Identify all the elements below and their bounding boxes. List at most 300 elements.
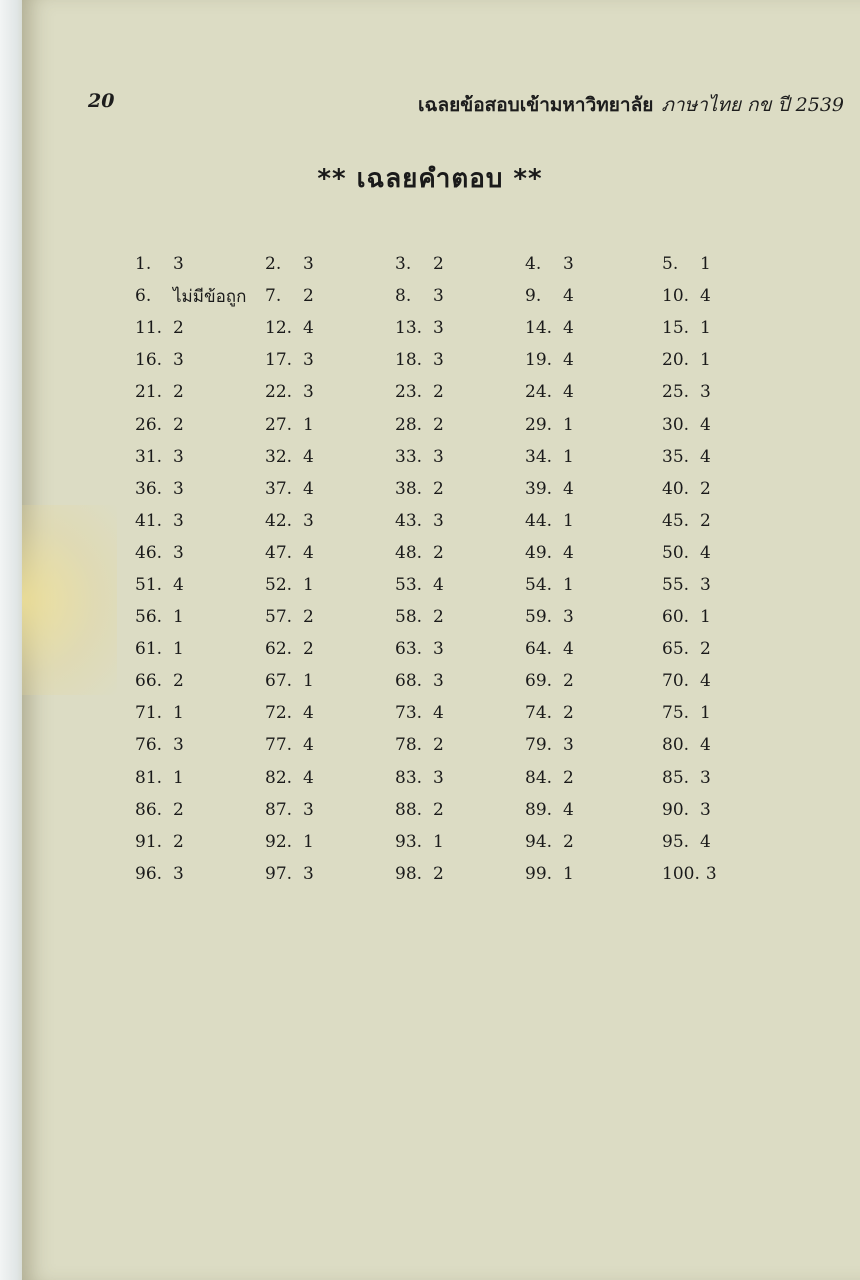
question-number: 31. (135, 446, 163, 467)
answer-item (265, 441, 395, 473)
question-number: 17. (265, 350, 293, 371)
question-number: 53. (395, 574, 423, 595)
answer-item (525, 794, 662, 826)
answer-choice: 1 (563, 863, 574, 884)
question-number: 62. (265, 639, 293, 660)
answer-item (395, 794, 525, 826)
question-number: 61. (135, 639, 163, 660)
question-number: 52. (265, 574, 293, 595)
answer-item (395, 280, 525, 312)
answer-item (265, 376, 395, 408)
answer-choice: 3 (303, 254, 314, 275)
answer-choice: 3 (563, 735, 574, 756)
answer-item (265, 280, 395, 312)
answer-item (265, 729, 395, 761)
question-number: 43. (395, 510, 423, 531)
answer-item (395, 858, 525, 890)
answer-choice: 2 (173, 671, 184, 692)
question-number: 81. (135, 767, 163, 788)
answer-choice: 4 (303, 703, 314, 724)
answer-item (265, 858, 395, 890)
answer-item (662, 601, 735, 633)
question-number: 34. (525, 446, 553, 467)
answer-item (525, 505, 662, 537)
answer-choice: 1 (173, 639, 184, 660)
question-number: 15. (662, 318, 690, 339)
question-number: 58. (395, 607, 423, 628)
question-number: 68. (395, 671, 423, 692)
page-number: 20 (88, 90, 115, 112)
answer-choice: 1 (173, 607, 184, 628)
question-number: 20. (662, 350, 690, 371)
answer-choice: 2 (433, 382, 444, 403)
question-number: 54. (525, 574, 553, 595)
question-number: 6. (135, 286, 152, 307)
question-number: 99. (525, 863, 553, 884)
question-number: 3. (395, 254, 412, 275)
answer-choice: 4 (173, 574, 184, 595)
question-number: 60. (662, 607, 690, 628)
answer-choice: 1 (173, 767, 184, 788)
answer-choice: 1 (303, 574, 314, 595)
question-number: 27. (265, 414, 293, 435)
answer-item (265, 408, 395, 440)
question-number: 97. (265, 863, 293, 884)
question-number: 95. (662, 831, 690, 852)
question-number: 73. (395, 703, 423, 724)
answer-choice: 3 (173, 350, 184, 371)
answer-choice: 3 (433, 639, 444, 660)
answer-choice: 2 (563, 767, 574, 788)
answer-item (265, 248, 395, 280)
answer-item (662, 248, 735, 280)
answer-item (662, 376, 735, 408)
question-number: 41. (135, 510, 163, 531)
question-number: 74. (525, 703, 553, 724)
answer-item (395, 312, 525, 344)
answer-choice: 3 (700, 767, 711, 788)
answer-item (265, 344, 395, 376)
question-number: 72. (265, 703, 293, 724)
answer-choice: 4 (433, 574, 444, 595)
answer-key-grid (135, 248, 735, 890)
answer-item (662, 280, 735, 312)
answer-item (395, 569, 525, 601)
answer-item (525, 569, 662, 601)
answer-choice: 4 (433, 703, 444, 724)
answer-item (135, 665, 265, 697)
question-number: 11. (135, 318, 163, 339)
question-number: 36. (135, 478, 163, 499)
question-number: 2. (265, 254, 282, 275)
answer-item (662, 794, 735, 826)
answer-item (662, 729, 735, 761)
answer-item (525, 312, 662, 344)
answer-item (135, 826, 265, 858)
question-number: 45. (662, 510, 690, 531)
answer-choice: 2 (433, 799, 444, 820)
answer-item (265, 697, 395, 729)
answer-item (395, 376, 525, 408)
question-number: 78. (395, 735, 423, 756)
answer-item (525, 344, 662, 376)
answer-item (135, 794, 265, 826)
question-number: 19. (525, 350, 553, 371)
question-number: 10. (662, 286, 690, 307)
question-number: 89. (525, 799, 553, 820)
question-number: 7. (265, 286, 282, 307)
answer-item (395, 248, 525, 280)
answer-choice: 1 (563, 414, 574, 435)
answer-item (525, 826, 662, 858)
question-number: 23. (395, 382, 423, 403)
answer-item (135, 569, 265, 601)
answer-item (662, 569, 735, 601)
question-number: 32. (265, 446, 293, 467)
question-number: 44. (525, 510, 553, 531)
answer-choice: 4 (303, 767, 314, 788)
question-number: 93. (395, 831, 423, 852)
question-number: 1. (135, 254, 152, 275)
answer-item (395, 537, 525, 569)
answer-choice: 3 (433, 510, 444, 531)
answer-choice: 1 (563, 574, 574, 595)
answer-item (395, 729, 525, 761)
answer-choice: 3 (433, 671, 444, 692)
answer-choice: 4 (700, 542, 711, 563)
question-number: 79. (525, 735, 553, 756)
question-number: 33. (395, 446, 423, 467)
answer-choice: 2 (563, 703, 574, 724)
answer-choice: 4 (700, 735, 711, 756)
answer-choice: 3 (433, 767, 444, 788)
question-number: 64. (525, 639, 553, 660)
question-number: 98. (395, 863, 423, 884)
answer-choice: 3 (700, 799, 711, 820)
answer-item (265, 537, 395, 569)
answer-choice: 4 (563, 542, 574, 563)
question-number: 56. (135, 607, 163, 628)
answer-item (662, 441, 735, 473)
question-number: 71. (135, 703, 163, 724)
question-number: 83. (395, 767, 423, 788)
answer-item (135, 697, 265, 729)
question-number: 46. (135, 542, 163, 563)
question-number: 16. (135, 350, 163, 371)
answer-item (525, 729, 662, 761)
answer-choice: 3 (433, 446, 444, 467)
question-number: 38. (395, 478, 423, 499)
answer-item (395, 826, 525, 858)
answer-item (525, 376, 662, 408)
answer-choice: 1 (700, 350, 711, 371)
running-header (418, 90, 844, 120)
answer-item (135, 408, 265, 440)
answer-choice: 4 (700, 446, 711, 467)
answer-choice: 3 (173, 478, 184, 499)
answer-choice: 4 (700, 671, 711, 692)
question-number: 87. (265, 799, 293, 820)
question-number: 67. (265, 671, 293, 692)
answer-choice: 2 (700, 510, 711, 531)
question-number: 51. (135, 574, 163, 595)
question-number: 91. (135, 831, 163, 852)
answer-choice: 4 (303, 478, 314, 499)
answer-choice: 1 (303, 414, 314, 435)
question-number: 70. (662, 671, 690, 692)
answer-choice: 4 (563, 286, 574, 307)
answer-choice: 4 (563, 350, 574, 371)
answer-choice: 3 (433, 318, 444, 339)
answer-item (662, 697, 735, 729)
answer-item (395, 665, 525, 697)
answer-choice: 2 (173, 382, 184, 403)
question-number: 12. (265, 318, 293, 339)
answer-item (525, 408, 662, 440)
answer-choice: 1 (303, 831, 314, 852)
answer-choice: 2 (433, 735, 444, 756)
answer-choice: 3 (700, 382, 711, 403)
question-number: 84. (525, 767, 553, 788)
answer-choice: 2 (433, 607, 444, 628)
answer-choice: 3 (303, 350, 314, 371)
answer-choice: 3 (303, 863, 314, 884)
answer-item (265, 826, 395, 858)
question-number: 49. (525, 542, 553, 563)
question-number: 21. (135, 382, 163, 403)
answer-item (135, 473, 265, 505)
answer-choice: 4 (563, 318, 574, 339)
question-number: 76. (135, 735, 163, 756)
question-number: 14. (525, 318, 553, 339)
question-number: 86. (135, 799, 163, 820)
answer-choice: 2 (303, 607, 314, 628)
answer-item (662, 826, 735, 858)
question-number: 26. (135, 414, 163, 435)
answer-choice: 4 (303, 542, 314, 563)
question-number: 40. (662, 478, 690, 499)
answer-choice: 3 (563, 607, 574, 628)
answer-item (135, 441, 265, 473)
answer-item (525, 633, 662, 665)
answer-item (395, 441, 525, 473)
answer-choice: 4 (303, 735, 314, 756)
answer-item (662, 858, 735, 890)
question-number: 42. (265, 510, 293, 531)
answer-item (662, 408, 735, 440)
answer-choice: 1 (303, 671, 314, 692)
answer-item (265, 473, 395, 505)
answer-choice: 4 (303, 446, 314, 467)
answer-choice: 2 (433, 414, 444, 435)
answer-item (662, 473, 735, 505)
question-number: 39. (525, 478, 553, 499)
answer-choice: 3 (433, 350, 444, 371)
question-number: 28. (395, 414, 423, 435)
answer-item (395, 633, 525, 665)
answer-item (395, 344, 525, 376)
answer-item (525, 858, 662, 890)
question-number: 5. (662, 254, 679, 275)
answer-choice: 2 (303, 286, 314, 307)
question-number: 29. (525, 414, 553, 435)
running-title: เฉลยข้อสอบเข้ามหาวิทยาลัย (418, 94, 654, 116)
answer-item (662, 633, 735, 665)
answer-item (395, 408, 525, 440)
answer-item (525, 441, 662, 473)
running-subject: ภาษาไทย กข ปี 2539 (661, 94, 844, 116)
question-number: 48. (395, 542, 423, 563)
answer-choice: 1 (563, 510, 574, 531)
answer-choice: 3 (303, 799, 314, 820)
answer-choice: 4 (700, 831, 711, 852)
answer-item (135, 505, 265, 537)
answer-item (395, 697, 525, 729)
answer-item (135, 858, 265, 890)
answer-choice: 3 (303, 510, 314, 531)
answer-choice: 1 (700, 318, 711, 339)
question-number: 94. (525, 831, 553, 852)
question-number: 9. (525, 286, 542, 307)
question-number: 59. (525, 607, 553, 628)
answer-choice: 3 (173, 542, 184, 563)
answer-item (135, 280, 265, 312)
answer-item (395, 473, 525, 505)
answer-choice: 3 (563, 254, 574, 275)
answer-choice: 4 (700, 414, 711, 435)
question-number: 63. (395, 639, 423, 660)
answer-choice: 1 (563, 446, 574, 467)
answer-choice: 2 (433, 478, 444, 499)
question-number: 55. (662, 574, 690, 595)
answer-item (265, 762, 395, 794)
answer-item (135, 762, 265, 794)
question-number: 75. (662, 703, 690, 724)
answer-item (662, 344, 735, 376)
answer-item (265, 633, 395, 665)
answer-item (135, 312, 265, 344)
question-number: 82. (265, 767, 293, 788)
answer-key-title: ** เฉลยคำตอบ ** (317, 164, 543, 194)
answer-item (265, 665, 395, 697)
answer-item (135, 344, 265, 376)
answer-choice: 1 (173, 703, 184, 724)
answer-item (525, 537, 662, 569)
answer-item (265, 312, 395, 344)
answer-item (662, 762, 735, 794)
answer-item (265, 505, 395, 537)
question-number: 35. (662, 446, 690, 467)
question-number: 90. (662, 799, 690, 820)
question-number: 66. (135, 671, 163, 692)
answer-choice: 4 (303, 318, 314, 339)
answer-item (135, 248, 265, 280)
answer-choice: 3 (705, 863, 717, 884)
answer-item (662, 312, 735, 344)
paper-stain (22, 505, 117, 695)
answer-item (135, 633, 265, 665)
answer-choice: 3 (433, 286, 444, 307)
answer-item (525, 665, 662, 697)
answer-choice: 2 (563, 831, 574, 852)
answer-item (135, 376, 265, 408)
answer-choice: 4 (563, 478, 574, 499)
answer-choice: 4 (563, 799, 574, 820)
answer-choice: 3 (303, 382, 314, 403)
question-number: 69. (525, 671, 553, 692)
answer-choice: 3 (173, 446, 184, 467)
answer-choice: 4 (563, 382, 574, 403)
answer-item (265, 794, 395, 826)
question-number: 50. (662, 542, 690, 563)
answer-choice: 2 (173, 414, 184, 435)
question-number: 100. (662, 863, 700, 884)
answer-item (525, 473, 662, 505)
question-number: 13. (395, 318, 423, 339)
answer-item (265, 569, 395, 601)
question-number: 80. (662, 735, 690, 756)
answer-choice: 2 (433, 542, 444, 563)
answer-choice: ไม่มีข้อถูก (173, 286, 247, 307)
answer-choice: 3 (700, 574, 711, 595)
answer-item (135, 601, 265, 633)
answer-item (525, 762, 662, 794)
question-number: 22. (265, 382, 293, 403)
answer-choice: 1 (700, 254, 711, 275)
answer-item (525, 280, 662, 312)
question-number: 65. (662, 639, 690, 660)
question-number: 24. (525, 382, 553, 403)
answer-item (135, 729, 265, 761)
answer-choice: 3 (173, 510, 184, 531)
answer-choice: 4 (700, 286, 711, 307)
answer-choice: 3 (173, 863, 184, 884)
answer-choice: 1 (700, 703, 711, 724)
answer-item (662, 665, 735, 697)
answer-item (135, 537, 265, 569)
answer-choice: 2 (303, 639, 314, 660)
question-number: 37. (265, 478, 293, 499)
question-number: 57. (265, 607, 293, 628)
answer-item (662, 537, 735, 569)
question-number: 88. (395, 799, 423, 820)
answer-choice: 2 (700, 639, 711, 660)
answer-choice: 2 (700, 478, 711, 499)
question-number: 4. (525, 254, 542, 275)
answer-choice: 3 (173, 254, 184, 275)
question-number: 18. (395, 350, 423, 371)
answer-choice: 2 (173, 799, 184, 820)
answer-choice: 2 (173, 318, 184, 339)
question-number: 85. (662, 767, 690, 788)
answer-choice: 2 (173, 831, 184, 852)
answer-choice: 2 (563, 671, 574, 692)
question-number: 8. (395, 286, 412, 307)
answer-choice: 1 (700, 607, 711, 628)
answer-item (525, 248, 662, 280)
question-number: 77. (265, 735, 293, 756)
answer-choice: 2 (433, 254, 444, 275)
answer-item (525, 697, 662, 729)
answer-choice: 3 (173, 735, 184, 756)
answer-choice: 2 (433, 863, 444, 884)
answer-item (395, 505, 525, 537)
question-number: 92. (265, 831, 293, 852)
question-number: 30. (662, 414, 690, 435)
answer-item (662, 505, 735, 537)
question-number: 96. (135, 863, 163, 884)
question-number: 47. (265, 542, 293, 563)
